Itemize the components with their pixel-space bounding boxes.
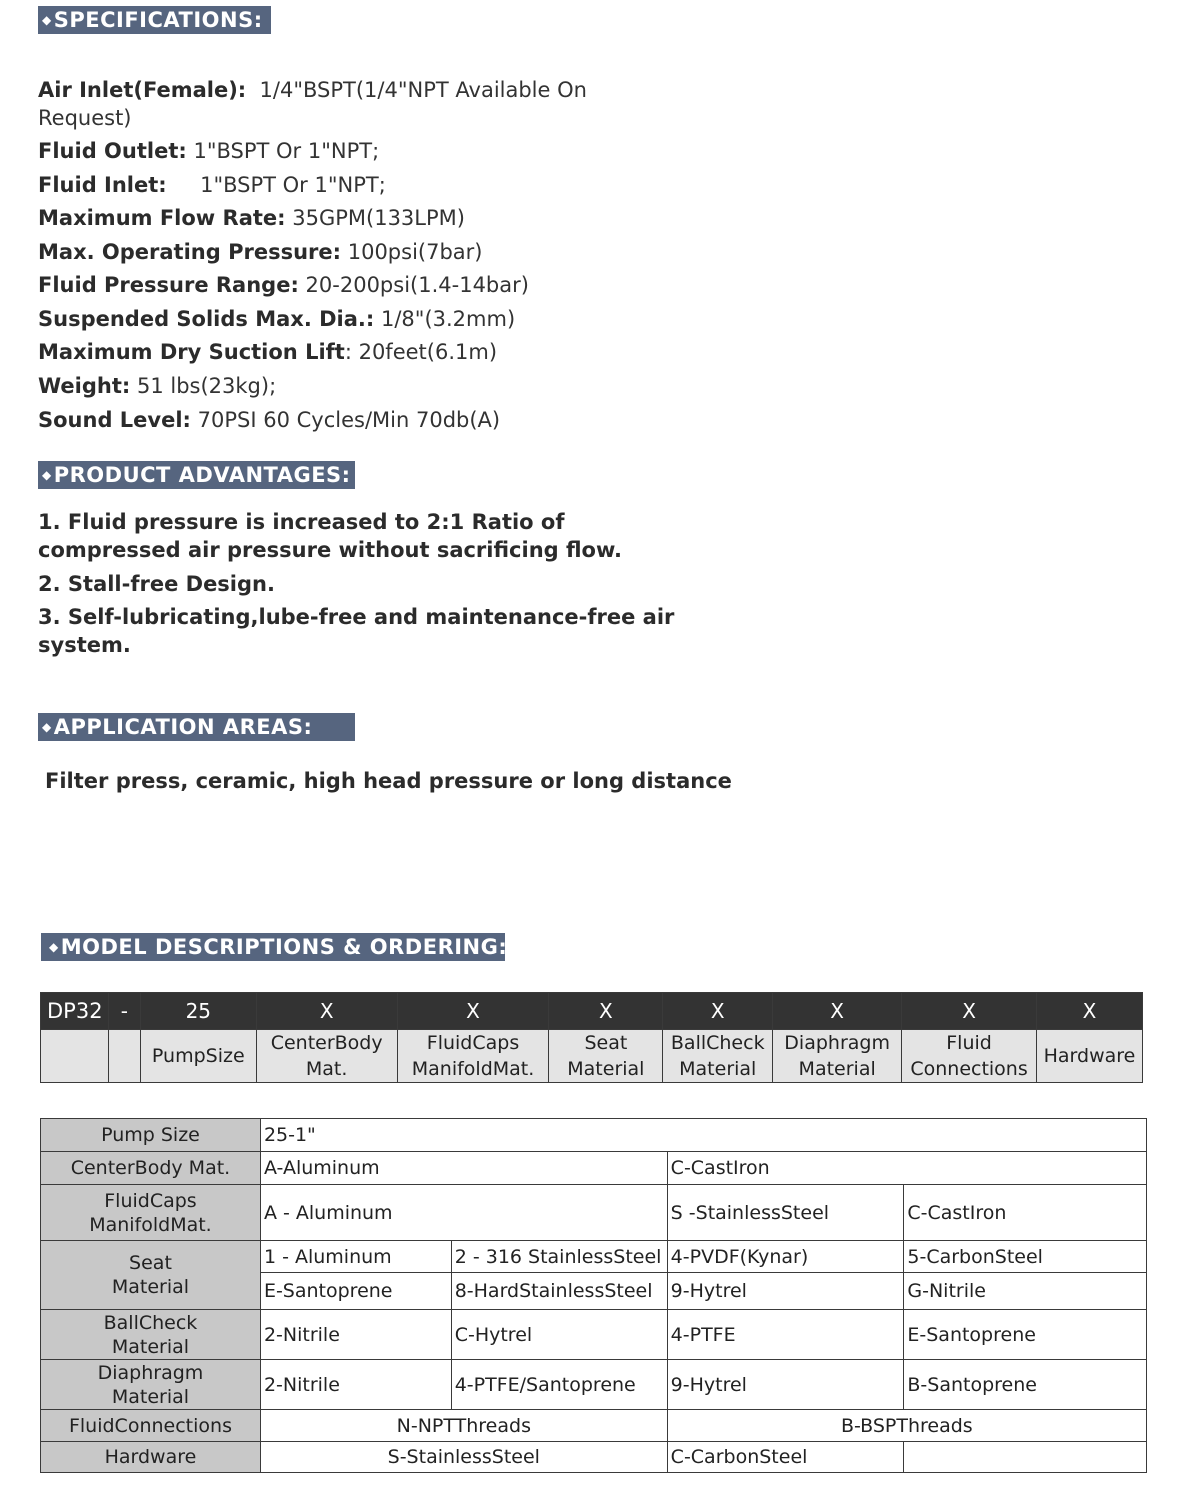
applications-text: Filter press, ceramic, high head pressure or long distance bbox=[45, 769, 732, 793]
option-cell: 9-Hytrel bbox=[667, 1273, 904, 1310]
advantages-header-text: PRODUCT ADVANTAGES: bbox=[53, 463, 351, 487]
advantage-item: 1. Fluid pressure is increased to 2:1 Ratio of compressed air pressure without sacrificing flow. bbox=[38, 510, 623, 562]
diamond-icon: ◆ bbox=[49, 940, 59, 954]
model-code-cell: X bbox=[397, 993, 549, 1030]
model-desc-cell: Hardware bbox=[1037, 1030, 1143, 1083]
model-code-row bbox=[41, 993, 1143, 1030]
spec-solids bbox=[38, 305, 658, 333]
spec-label: Maximum Flow Rate: bbox=[38, 206, 286, 230]
model-desc-cell: Diaphragm Material bbox=[773, 1030, 902, 1083]
spec-value: 100psi(7bar) bbox=[347, 240, 483, 264]
model-code-cell: X bbox=[549, 993, 663, 1030]
spec-max-operating bbox=[38, 238, 658, 266]
model-desc-cell bbox=[108, 1030, 140, 1083]
model-prefix: DP32 bbox=[41, 993, 109, 1030]
model-code-cell: 25 bbox=[140, 993, 256, 1030]
spec-value: 1"BSPT Or 1"NPT; bbox=[193, 139, 380, 163]
option-label: Seat Material bbox=[41, 1241, 261, 1310]
spec-label: Weight: bbox=[38, 374, 131, 398]
spec-label: Fluid Pressure Range: bbox=[38, 273, 299, 297]
model-desc-cell: PumpSize bbox=[140, 1030, 256, 1083]
model-code-cell: X bbox=[773, 993, 902, 1030]
spec-label: Fluid Outlet: bbox=[38, 139, 187, 163]
model-header bbox=[41, 933, 508, 961]
model-desc-row bbox=[41, 1030, 1143, 1083]
option-cell: C-CarbonSteel bbox=[667, 1442, 904, 1473]
option-cell: B-BSPThreads bbox=[667, 1410, 1146, 1442]
diamond-icon: ◆ bbox=[42, 468, 52, 482]
specifications-header-text: SPECIFICATIONS: bbox=[53, 8, 263, 32]
options-row-ball-check bbox=[41, 1310, 1147, 1360]
spec-value: 1/8"(3.2mm) bbox=[380, 307, 516, 331]
model-desc-cell: BallCheck Material bbox=[663, 1030, 773, 1083]
option-cell: N-NPTThreads bbox=[260, 1410, 667, 1442]
spec-fluid-outlet bbox=[38, 137, 658, 165]
applications-header bbox=[38, 713, 355, 741]
option-label: Pump Size bbox=[41, 1119, 261, 1152]
model-desc-cell: CenterBody Mat. bbox=[256, 1030, 397, 1083]
model-code-cell: X bbox=[663, 993, 773, 1030]
model-code-cell: X bbox=[1037, 993, 1143, 1030]
spec-suction-lift bbox=[38, 338, 658, 366]
diamond-icon: ◆ bbox=[42, 720, 52, 734]
option-cell: 8-HardStainlessSteel bbox=[451, 1273, 667, 1310]
model-code-cell: X bbox=[256, 993, 397, 1030]
model-code-cell: X bbox=[902, 993, 1037, 1030]
model-desc-cell: Fluid Connections bbox=[902, 1030, 1037, 1083]
option-cell: S -StainlessSteel bbox=[667, 1185, 904, 1241]
option-cell: 9-Hytrel bbox=[667, 1360, 904, 1410]
spec-value: 51 lbs(23kg); bbox=[136, 374, 277, 398]
spec-fluid-inlet bbox=[38, 171, 658, 199]
advantages-header bbox=[38, 461, 355, 489]
spec-label: Suspended Solids Max. Dia.: bbox=[38, 307, 375, 331]
option-cell: 2-Nitrile bbox=[260, 1310, 451, 1360]
option-cell: 2 - 316 StainlessSteel bbox=[451, 1241, 667, 1273]
option-label: Hardware bbox=[41, 1442, 261, 1473]
spec-label: Sound Level: bbox=[38, 408, 191, 432]
option-cell: A - Aluminum bbox=[260, 1185, 667, 1241]
option-cell: 4-PVDF(Kynar) bbox=[667, 1241, 904, 1273]
options-row-center-body bbox=[41, 1152, 1147, 1185]
options-row-fluid-connections bbox=[41, 1410, 1147, 1442]
options-row-diaphragm bbox=[41, 1360, 1147, 1410]
spec-sound-level bbox=[38, 406, 658, 434]
option-cell: 4-PTFE bbox=[667, 1310, 904, 1360]
option-cell: 4-PTFE/Santoprene bbox=[451, 1360, 667, 1410]
spec-value: 1"BSPT Or 1"NPT; bbox=[200, 173, 386, 197]
option-cell: C-CastIron bbox=[904, 1185, 1147, 1241]
model-desc-cell: FluidCaps ManifoldMat. bbox=[397, 1030, 549, 1083]
options-row-hardware bbox=[41, 1442, 1147, 1473]
applications-header-text: APPLICATION AREAS: bbox=[53, 715, 313, 739]
model-code-table bbox=[40, 992, 1143, 1083]
model-desc-cell: Seat Material bbox=[549, 1030, 663, 1083]
spec-label: Max. Operating Pressure: bbox=[38, 240, 342, 264]
model-header-text: MODEL DESCRIPTIONS & ORDERING: bbox=[60, 935, 508, 959]
option-cell: E-Santoprene bbox=[260, 1273, 451, 1310]
option-cell: G-Nitrile bbox=[904, 1273, 1147, 1310]
options-table bbox=[40, 1118, 1147, 1473]
option-cell: S-StainlessSteel bbox=[260, 1442, 667, 1473]
option-cell: E-Santoprene bbox=[904, 1310, 1147, 1360]
spec-weight bbox=[38, 372, 658, 400]
option-cell: 1 - Aluminum bbox=[260, 1241, 451, 1273]
spec-label: Maximum Dry Suction Lift bbox=[38, 340, 345, 364]
spec-value: 35GPM(133LPM) bbox=[292, 206, 465, 230]
specifications-header bbox=[38, 6, 271, 34]
option-cell: C-CastIron bbox=[667, 1152, 1146, 1185]
spec-max-flow bbox=[38, 204, 658, 232]
options-row-seat-1 bbox=[41, 1241, 1147, 1273]
spec-value: : 20feet(6.1m) bbox=[344, 340, 498, 364]
spec-air-inlet bbox=[38, 76, 658, 132]
option-cell: 25-1" bbox=[260, 1119, 1146, 1152]
option-label: FluidCaps ManifoldMat. bbox=[41, 1185, 261, 1241]
model-dash: - bbox=[108, 993, 140, 1030]
spec-value: 20-200psi(1.4-14bar) bbox=[305, 273, 529, 297]
diamond-icon: ◆ bbox=[42, 13, 52, 27]
option-cell: C-Hytrel bbox=[451, 1310, 667, 1360]
option-cell: B-Santoprene bbox=[904, 1360, 1147, 1410]
spec-fluid-pressure bbox=[38, 271, 658, 299]
option-cell-empty bbox=[904, 1442, 1147, 1473]
option-label: Diaphragm Material bbox=[41, 1360, 261, 1410]
spec-label: Fluid Inlet: bbox=[38, 173, 167, 197]
option-cell: 2-Nitrile bbox=[260, 1360, 451, 1410]
options-row-fluid-caps bbox=[41, 1185, 1147, 1241]
spec-value: 1/4"BSPT(1/4"NPT Available On Request) bbox=[38, 78, 587, 130]
model-desc-cell bbox=[41, 1030, 109, 1083]
options-row-pump-size bbox=[41, 1119, 1147, 1152]
option-cell: 5-CarbonSteel bbox=[904, 1241, 1147, 1273]
spec-label: Air Inlet(Female): bbox=[38, 78, 247, 102]
option-label: CenterBody Mat. bbox=[41, 1152, 261, 1185]
option-label: FluidConnections bbox=[41, 1410, 261, 1442]
spec-value: 70PSI 60 Cycles/Min 70db(A) bbox=[197, 408, 501, 432]
option-label: BallCheck Material bbox=[41, 1310, 261, 1360]
advantage-item: 3. Self-lubricating,lube-free and maintenance-free air system. bbox=[38, 605, 675, 657]
option-cell: A-Aluminum bbox=[260, 1152, 667, 1185]
advantage-item: 2. Stall-free Design. bbox=[38, 572, 275, 596]
